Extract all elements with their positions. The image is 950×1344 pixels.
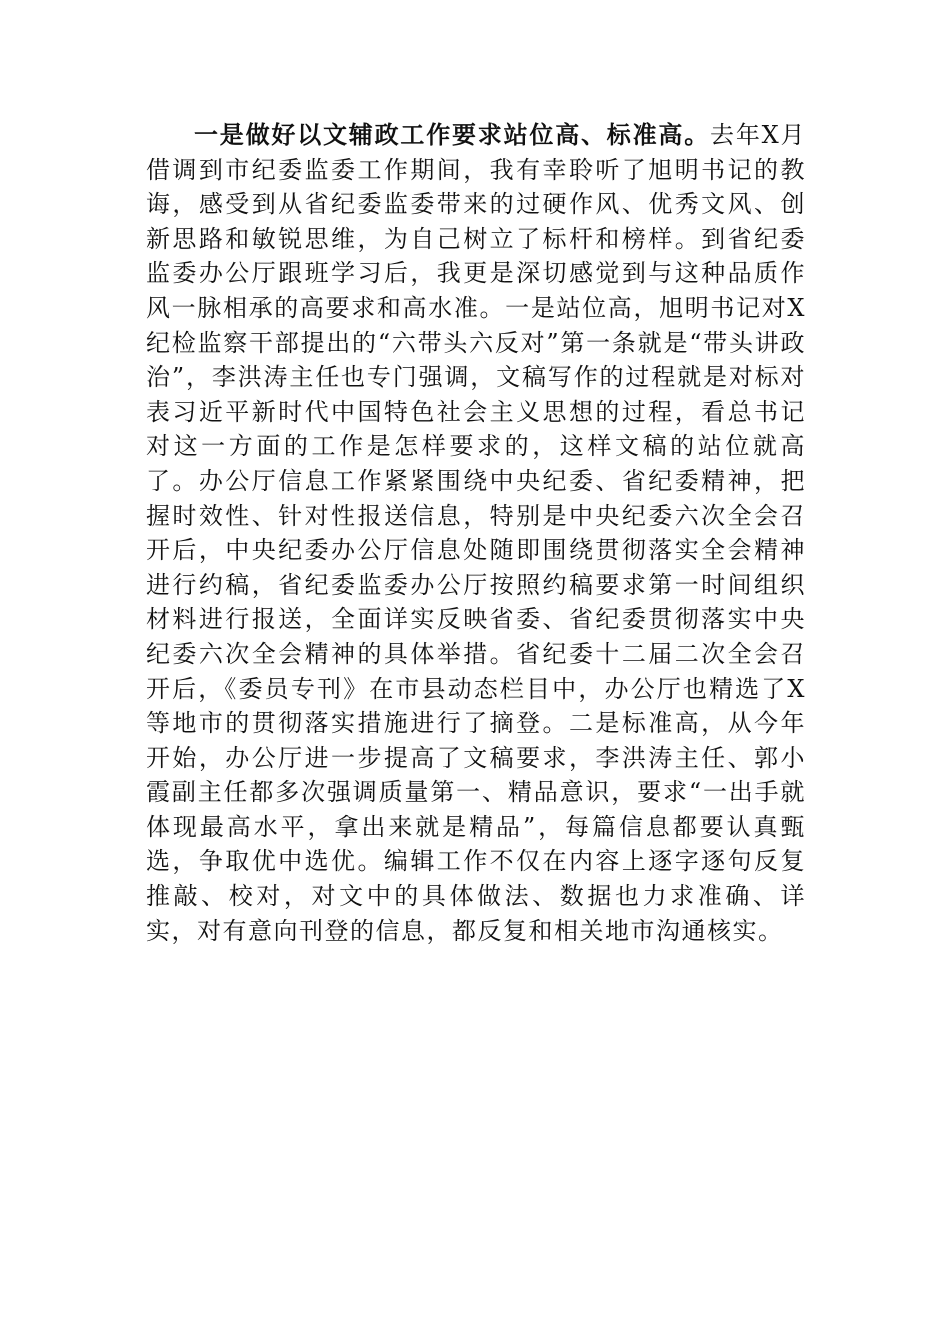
paragraph-body-text: 去年X月借调到市纪委监委工作期间，我有幸聆听了旭明书记的教诲，感受到从省纪委监委带来的过硬作风、优秀文风、创新思路和敏锐思维，为自己树立了标杆和榜样。到省纪委监委办公厅跟班学习后，我更是深切感觉到与这种品质作风一脉相承的高要求和高水准。一是站位高，旭明书记对X纪检监察干部提出的“六带头六反对”第一条就是“带头讲政治”，李洪涛主任也专门强调，文稿写作的过程就是对标对表习近平新时代中国特色社会主义思想的过程，看总书记对这一方面的工作是怎样要求的，这样文稿的站位就高了。办公厅信息工作紧紧围绕中央纪委、省纪委精神，把握时效性、针对性报送信息，特别是中央纪委六次全会召开后，中央纪委办公厅信息处随即围绕贯彻落实全会精神进行约稿，省纪委监委办公厅按照约稿要求第一时间组织材料进行报送，全面详实反映省委、省纪委贯彻落实中央纪委六次全会精神的具体举措。省纪委十二届二次全会召开后，《委员专刊》在市县动态栏目中，办公厅也精选了X等地市的贯彻落实措施进行了摘登。二是标准高，从今年开始，办公厅进一步提高了文稿要求，李洪涛主任、郭小霞副主任都多次强调质量第一、精品意识，要求“一出手就体现最高水平，拿出来就是精品”，每篇信息都要认真甄选，争取优中选优。编辑工作不仅在内容上逐字逐句反复推敲、校对，对文中的具体做法、数据也力求准确、详实，对有意向刊登的信息，都反复和相关地市沟通核实。 xyxy=(146,121,807,945)
paragraph-lead-heading: 一是做好以文辅政工作要求站位高、标准高。 xyxy=(194,120,711,149)
body-paragraph xyxy=(146,118,806,948)
